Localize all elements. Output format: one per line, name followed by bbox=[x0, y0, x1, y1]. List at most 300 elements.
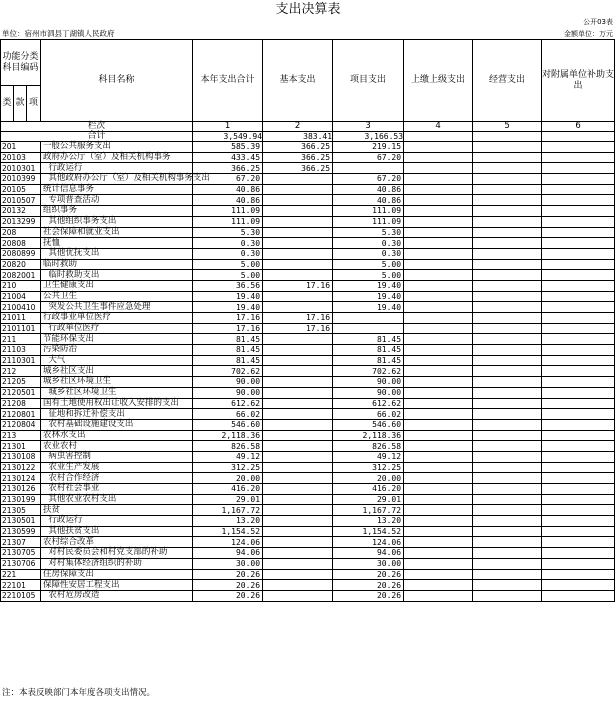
row-business bbox=[473, 142, 542, 153]
row-upper bbox=[404, 419, 473, 430]
row-business bbox=[473, 505, 542, 516]
row-basic bbox=[263, 462, 333, 473]
row-code: 2130705 bbox=[1, 548, 41, 559]
row-basic bbox=[263, 473, 333, 484]
row-name: 政府办公厅（室）及相关机构事务 bbox=[41, 152, 193, 163]
row-subsidy bbox=[542, 280, 615, 291]
row-business bbox=[473, 174, 542, 185]
row-project: 19.40 bbox=[333, 280, 404, 291]
total-label: 合计 bbox=[1, 132, 193, 142]
table-row bbox=[1, 462, 615, 473]
row-project: 40.86 bbox=[333, 195, 404, 206]
table-row bbox=[1, 227, 615, 238]
row-code: 2120804 bbox=[1, 419, 41, 430]
row-code: 20808 bbox=[1, 238, 41, 249]
row-total: 20.26 bbox=[193, 569, 263, 580]
row-name: 国有土地使用权出让收入安排的支出 bbox=[41, 398, 193, 409]
row-code: 2130124 bbox=[1, 473, 41, 484]
row-basic bbox=[263, 366, 333, 377]
row-subsidy bbox=[542, 548, 615, 559]
row-name: 其他农业农村支出 bbox=[41, 494, 193, 505]
table-row bbox=[1, 419, 615, 430]
row-project: 94.06 bbox=[333, 548, 404, 559]
reporting-unit: 单位：宿州市泗县丁湖镇人民政府 bbox=[2, 29, 115, 38]
row-basic bbox=[263, 227, 333, 238]
row-project: 111.09 bbox=[333, 216, 404, 227]
table-row bbox=[1, 387, 615, 398]
table-row bbox=[1, 216, 615, 227]
row-code: 21301 bbox=[1, 441, 41, 452]
row-upper bbox=[404, 462, 473, 473]
row-project: 20.00 bbox=[333, 473, 404, 484]
row-upper bbox=[404, 580, 473, 591]
row-subsidy bbox=[542, 409, 615, 420]
table-row bbox=[1, 238, 615, 249]
row-subsidy bbox=[542, 580, 615, 591]
table-row bbox=[1, 291, 615, 302]
row-subsidy bbox=[542, 462, 615, 473]
row-project bbox=[333, 323, 404, 334]
header-total: 本年支出合计 bbox=[193, 40, 263, 122]
table-row bbox=[1, 206, 615, 217]
row-business bbox=[473, 377, 542, 388]
row-code: 2101101 bbox=[1, 323, 41, 334]
row-basic bbox=[263, 398, 333, 409]
table-row bbox=[1, 280, 615, 291]
row-basic bbox=[263, 580, 333, 591]
row-total: 81.45 bbox=[193, 345, 263, 356]
table-row bbox=[1, 473, 615, 484]
row-project: 612.62 bbox=[333, 398, 404, 409]
row-subsidy bbox=[542, 494, 615, 505]
header-business: 经营支出 bbox=[473, 40, 542, 122]
row-total: 36.56 bbox=[193, 280, 263, 291]
row-project: 66.02 bbox=[333, 409, 404, 420]
row-business bbox=[473, 419, 542, 430]
row-basic bbox=[263, 248, 333, 259]
row-total: 20.26 bbox=[193, 580, 263, 591]
row-subsidy bbox=[542, 387, 615, 398]
row-project: 702.62 bbox=[333, 366, 404, 377]
total-amount: 3,549.94 bbox=[193, 132, 263, 142]
row-upper bbox=[404, 398, 473, 409]
column-index-row bbox=[1, 122, 615, 132]
row-code: 2130126 bbox=[1, 484, 41, 495]
row-project: 67.20 bbox=[333, 174, 404, 185]
table-row bbox=[1, 558, 615, 569]
row-business bbox=[473, 366, 542, 377]
column-index-2: 2 bbox=[263, 122, 333, 132]
row-code: 213 bbox=[1, 430, 41, 441]
row-upper bbox=[404, 526, 473, 537]
table-row bbox=[1, 323, 615, 334]
row-business bbox=[473, 462, 542, 473]
row-project: 19.40 bbox=[333, 291, 404, 302]
row-name: 行政事业单位医疗 bbox=[41, 313, 193, 324]
row-total: 111.09 bbox=[193, 206, 263, 217]
row-code: 210 bbox=[1, 280, 41, 291]
row-name: 行政单位医疗 bbox=[41, 323, 193, 334]
row-business bbox=[473, 259, 542, 270]
row-name: 对村集体经济组织的补助 bbox=[41, 558, 193, 569]
total-row bbox=[1, 132, 615, 142]
table-row bbox=[1, 195, 615, 206]
row-total: 433.45 bbox=[193, 152, 263, 163]
row-basic bbox=[263, 484, 333, 495]
row-total: 1,154.52 bbox=[193, 526, 263, 537]
row-subsidy bbox=[542, 377, 615, 388]
column-index-5: 5 bbox=[473, 122, 542, 132]
row-name: 农村综合改革 bbox=[41, 537, 193, 548]
row-name: 城乡社区环境卫生 bbox=[41, 377, 193, 388]
table-row bbox=[1, 259, 615, 270]
row-name: 扶贫 bbox=[41, 505, 193, 516]
table-row bbox=[1, 451, 615, 462]
row-upper bbox=[404, 142, 473, 153]
row-name: 病虫害控制 bbox=[41, 451, 193, 462]
row-upper bbox=[404, 313, 473, 324]
row-project: 5.00 bbox=[333, 259, 404, 270]
row-basic bbox=[263, 184, 333, 195]
row-total: 5.00 bbox=[193, 259, 263, 270]
row-subsidy bbox=[542, 526, 615, 537]
row-name: 其他政府办公厅（室）及相关机构事务支出 bbox=[41, 174, 193, 185]
row-total: 20.26 bbox=[193, 590, 263, 601]
row-project: 312.25 bbox=[333, 462, 404, 473]
row-project bbox=[333, 163, 404, 174]
row-basic bbox=[263, 270, 333, 281]
row-name: 城乡社区环境卫生 bbox=[41, 387, 193, 398]
row-project: 81.45 bbox=[333, 334, 404, 345]
row-upper bbox=[404, 259, 473, 270]
table-row bbox=[1, 409, 615, 420]
total-basic: 383.41 bbox=[263, 132, 333, 142]
row-basic bbox=[263, 451, 333, 462]
column-index-label: 栏次 bbox=[1, 122, 193, 132]
form-number: 公开03表 bbox=[583, 18, 613, 26]
row-code: 208 bbox=[1, 227, 41, 238]
row-project: 67.20 bbox=[333, 152, 404, 163]
row-total: 90.00 bbox=[193, 377, 263, 388]
row-basic bbox=[263, 516, 333, 527]
row-basic bbox=[263, 419, 333, 430]
row-subsidy bbox=[542, 270, 615, 281]
row-total: 20.00 bbox=[193, 473, 263, 484]
row-upper bbox=[404, 366, 473, 377]
row-total: 366.25 bbox=[193, 163, 263, 174]
row-upper bbox=[404, 280, 473, 291]
row-basic: 17.16 bbox=[263, 280, 333, 291]
row-total: 2,118.36 bbox=[193, 430, 263, 441]
row-business bbox=[473, 387, 542, 398]
row-subsidy bbox=[542, 366, 615, 377]
row-subsidy bbox=[542, 473, 615, 484]
row-subsidy bbox=[542, 227, 615, 238]
row-upper bbox=[404, 516, 473, 527]
row-name: 公共卫生 bbox=[41, 291, 193, 302]
table-row bbox=[1, 174, 615, 185]
table-row bbox=[1, 377, 615, 388]
row-project: 124.06 bbox=[333, 537, 404, 548]
row-business bbox=[473, 216, 542, 227]
row-total: 0.30 bbox=[193, 238, 263, 249]
row-upper bbox=[404, 302, 473, 313]
column-index-4: 4 bbox=[404, 122, 473, 132]
row-business bbox=[473, 590, 542, 601]
row-total: 546.60 bbox=[193, 419, 263, 430]
row-business bbox=[473, 537, 542, 548]
row-name: 农林水支出 bbox=[41, 430, 193, 441]
row-upper bbox=[404, 451, 473, 462]
row-upper bbox=[404, 248, 473, 259]
row-upper bbox=[404, 355, 473, 366]
row-code: 2080899 bbox=[1, 248, 41, 259]
row-upper bbox=[404, 345, 473, 356]
row-subsidy bbox=[542, 451, 615, 462]
row-code: 20103 bbox=[1, 152, 41, 163]
row-upper bbox=[404, 184, 473, 195]
row-basic: 366.25 bbox=[263, 142, 333, 153]
row-code: 2120501 bbox=[1, 387, 41, 398]
table-row bbox=[1, 484, 615, 495]
row-total: 49.12 bbox=[193, 451, 263, 462]
row-code: 211 bbox=[1, 334, 41, 345]
row-total: 5.30 bbox=[193, 227, 263, 238]
row-name: 组织事务 bbox=[41, 206, 193, 217]
row-subsidy bbox=[542, 174, 615, 185]
header-upper: 上缴上级支出 bbox=[404, 40, 473, 122]
row-total: 702.62 bbox=[193, 366, 263, 377]
row-subsidy bbox=[542, 516, 615, 527]
row-name: 一般公共服务支出 bbox=[41, 142, 193, 153]
row-business bbox=[473, 195, 542, 206]
row-subsidy bbox=[542, 430, 615, 441]
row-total: 111.09 bbox=[193, 216, 263, 227]
row-subsidy bbox=[542, 248, 615, 259]
row-business bbox=[473, 569, 542, 580]
total-upper bbox=[404, 132, 473, 142]
row-subsidy bbox=[542, 441, 615, 452]
total-subsidy bbox=[542, 132, 615, 142]
row-upper bbox=[404, 590, 473, 601]
table-row bbox=[1, 430, 615, 441]
row-business bbox=[473, 558, 542, 569]
row-code: 2110301 bbox=[1, 355, 41, 366]
header-kuan: 款 bbox=[14, 86, 27, 122]
table-row bbox=[1, 590, 615, 601]
row-basic: 366.25 bbox=[263, 163, 333, 174]
row-business bbox=[473, 184, 542, 195]
row-upper bbox=[404, 238, 473, 249]
row-business bbox=[473, 409, 542, 420]
row-subsidy bbox=[542, 163, 615, 174]
row-name: 对村民委员会和村党支部的补助 bbox=[41, 548, 193, 559]
row-total: 30.00 bbox=[193, 558, 263, 569]
row-project bbox=[333, 313, 404, 324]
header-subsidy: 对附属单位补助支出 bbox=[542, 40, 615, 122]
row-business bbox=[473, 248, 542, 259]
row-business bbox=[473, 526, 542, 537]
row-basic: 17.16 bbox=[263, 323, 333, 334]
row-code: 221 bbox=[1, 569, 41, 580]
row-subsidy bbox=[542, 302, 615, 313]
row-basic bbox=[263, 195, 333, 206]
row-code: 21103 bbox=[1, 345, 41, 356]
row-business bbox=[473, 313, 542, 324]
row-code: 20820 bbox=[1, 259, 41, 270]
header-xiang: 项 bbox=[27, 86, 41, 122]
row-code: 201 bbox=[1, 142, 41, 153]
row-business bbox=[473, 280, 542, 291]
row-basic bbox=[263, 590, 333, 601]
row-project: 0.30 bbox=[333, 238, 404, 249]
table-row bbox=[1, 494, 615, 505]
page-title: 支出决算表 bbox=[275, 2, 341, 17]
row-business bbox=[473, 473, 542, 484]
table-row bbox=[1, 142, 615, 153]
row-business bbox=[473, 345, 542, 356]
table-row bbox=[1, 334, 615, 345]
table-row bbox=[1, 152, 615, 163]
row-subsidy bbox=[542, 419, 615, 430]
row-total: 81.45 bbox=[193, 355, 263, 366]
row-project: 81.45 bbox=[333, 345, 404, 356]
row-upper bbox=[404, 334, 473, 345]
row-subsidy bbox=[542, 484, 615, 495]
row-project: 49.12 bbox=[333, 451, 404, 462]
row-project: 826.58 bbox=[333, 441, 404, 452]
row-project: 1,167.72 bbox=[333, 505, 404, 516]
table-row bbox=[1, 355, 615, 366]
row-subsidy bbox=[542, 259, 615, 270]
row-project: 2,118.36 bbox=[333, 430, 404, 441]
row-basic bbox=[263, 430, 333, 441]
row-code: 2010507 bbox=[1, 195, 41, 206]
table-row bbox=[1, 248, 615, 259]
row-project: 1,154.52 bbox=[333, 526, 404, 537]
row-subsidy bbox=[542, 152, 615, 163]
row-name: 社会保障和就业支出 bbox=[41, 227, 193, 238]
row-upper bbox=[404, 558, 473, 569]
row-basic bbox=[263, 409, 333, 420]
row-project: 20.26 bbox=[333, 590, 404, 601]
row-total: 124.06 bbox=[193, 537, 263, 548]
row-total: 29.01 bbox=[193, 494, 263, 505]
row-basic bbox=[263, 505, 333, 516]
row-subsidy bbox=[542, 569, 615, 580]
row-name: 农业农村 bbox=[41, 441, 193, 452]
row-project: 5.30 bbox=[333, 227, 404, 238]
row-code: 2130599 bbox=[1, 526, 41, 537]
row-subsidy bbox=[542, 505, 615, 516]
row-business bbox=[473, 302, 542, 313]
row-upper bbox=[404, 409, 473, 420]
row-total: 81.45 bbox=[193, 334, 263, 345]
row-upper bbox=[404, 206, 473, 217]
row-total: 19.40 bbox=[193, 291, 263, 302]
row-business bbox=[473, 451, 542, 462]
row-code: 2100410 bbox=[1, 302, 41, 313]
row-code: 2082001 bbox=[1, 270, 41, 281]
row-subsidy bbox=[542, 355, 615, 366]
row-upper bbox=[404, 548, 473, 559]
row-project: 40.86 bbox=[333, 184, 404, 195]
header-project: 项目支出 bbox=[333, 40, 404, 122]
row-project: 20.26 bbox=[333, 580, 404, 591]
row-subsidy bbox=[542, 313, 615, 324]
row-basic bbox=[263, 558, 333, 569]
row-code: 2120801 bbox=[1, 409, 41, 420]
total-project: 3,166.53 bbox=[333, 132, 404, 142]
table-row bbox=[1, 345, 615, 356]
row-subsidy bbox=[542, 291, 615, 302]
row-basic bbox=[263, 174, 333, 185]
row-name: 专项普查活动 bbox=[41, 195, 193, 206]
row-name: 农村基础设施建设支出 bbox=[41, 419, 193, 430]
row-name: 节能环保支出 bbox=[41, 334, 193, 345]
row-name: 征地和拆迁补偿支出 bbox=[41, 409, 193, 420]
row-subsidy bbox=[542, 216, 615, 227]
row-code: 2130706 bbox=[1, 558, 41, 569]
row-upper bbox=[404, 323, 473, 334]
row-basic bbox=[263, 238, 333, 249]
row-name: 保障性安居工程支出 bbox=[41, 580, 193, 591]
row-basic bbox=[263, 206, 333, 217]
header-func-code: 功能分类科目编码 bbox=[1, 40, 41, 86]
row-basic bbox=[263, 548, 333, 559]
table-note: 注：本表反映部门本年度各项支出情况。 bbox=[2, 688, 156, 698]
row-code: 21305 bbox=[1, 505, 41, 516]
row-project: 13.20 bbox=[333, 516, 404, 527]
row-upper bbox=[404, 505, 473, 516]
row-basic bbox=[263, 345, 333, 356]
total-business bbox=[473, 132, 542, 142]
row-total: 94.06 bbox=[193, 548, 263, 559]
row-total: 612.62 bbox=[193, 398, 263, 409]
row-basic bbox=[263, 377, 333, 388]
amount-unit: 金额单位：万元 bbox=[564, 30, 613, 38]
row-upper bbox=[404, 291, 473, 302]
table-row bbox=[1, 302, 615, 313]
row-name: 行政运行 bbox=[41, 163, 193, 174]
row-name: 农村社会事业 bbox=[41, 484, 193, 495]
row-total: 585.39 bbox=[193, 142, 263, 153]
row-business bbox=[473, 227, 542, 238]
row-business bbox=[473, 430, 542, 441]
row-total: 90.00 bbox=[193, 387, 263, 398]
table-row bbox=[1, 548, 615, 559]
row-name: 其他扶贫支出 bbox=[41, 526, 193, 537]
row-business bbox=[473, 291, 542, 302]
row-name: 城乡社区支出 bbox=[41, 366, 193, 377]
row-basic bbox=[263, 334, 333, 345]
row-name: 农村危房改造 bbox=[41, 590, 193, 601]
row-name: 卫生健康支出 bbox=[41, 280, 193, 291]
table-row bbox=[1, 526, 615, 537]
row-basic bbox=[263, 569, 333, 580]
row-business bbox=[473, 323, 542, 334]
row-upper bbox=[404, 537, 473, 548]
table-row bbox=[1, 569, 615, 580]
row-code: 20105 bbox=[1, 184, 41, 195]
row-basic bbox=[263, 355, 333, 366]
expenditure-table bbox=[0, 39, 615, 602]
row-subsidy bbox=[542, 142, 615, 153]
row-business bbox=[473, 494, 542, 505]
column-index-3: 3 bbox=[333, 122, 404, 132]
row-business bbox=[473, 206, 542, 217]
row-name: 突发公共卫生事件应急处理 bbox=[41, 302, 193, 313]
